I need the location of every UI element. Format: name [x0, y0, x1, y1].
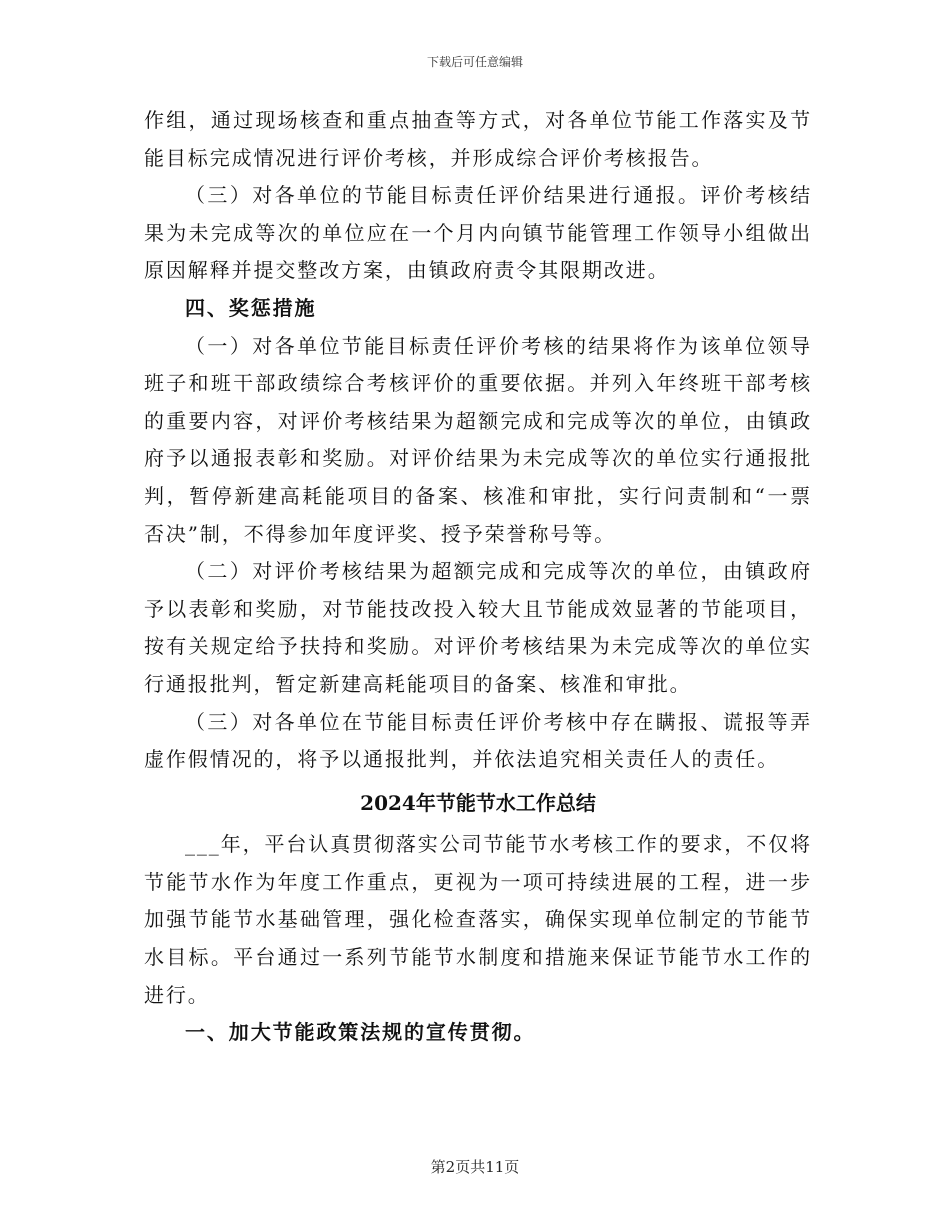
document-body [144, 102, 812, 1052]
paragraph: （三）对各单位在节能目标责任评价考核中存在瞒报、谎报等弄虚作假情况的，将予以通报批判，并依法追究相关责任人的责任。 [144, 709, 812, 772]
page-header: 下载后可任意编辑 [426, 55, 523, 69]
paragraph: （二）对评价考核结果为超额完成和完成等次的单位，由镇政府予以表彰和奖励，对节能技改投入较大且节能成效显著的节能项目，按有关规定给予扶持和奖励。对评价考核结果为未完成等次的单位实行通报批判，暂定新建高耗能项目的备案、核准和审批。 [144, 559, 812, 696]
paragraph: （一）对各单位节能目标责任评价考核的结果将作为该单位领导班子和班干部政绩综合考核评价的重要依据。并列入年终班干部考核的重要内容，对评价考核结果为超额完成和完成等次的单位，由镇政府予以通报表彰和奖励。对评价结果为未完成等次的单位实行通报批判，暂停新建高耗能项目的备案、核准和审批，实行问责制和“一票否决”制，不得参加年度评奖、授予荣誉称号等。 [144, 333, 812, 546]
paragraph: 作组，通过现场核查和重点抽查等方式，对各单位节能工作落实及节能目标完成情况进行评价考核，并形成综合评价考核报告。 [144, 108, 812, 170]
paragraph: ___年，平台认真贯彻落实公司节能节水考核工作的要求，不仅将节能节水作为年度工作重点，更视为一项可持续进展的工程，进一步加强节能节水基础管理，强化检查落实，确保实现单位制定的节能节水目标。平台通过一系列节能节水制度和措施来保证节能节水工作的进行。 [144, 832, 812, 1007]
paragraph: （三）对各单位的节能目标责任评价结果进行通报。评价考核结果为未完成等次的单位应在一个月内向镇节能管理工作领导小组做出原因解释并提交整改方案，由镇政府责令其限期改进。 [144, 183, 812, 283]
section-heading: 一、加大节能政策法规的宣传贯彻。 [185, 1020, 536, 1045]
page-footer: 第2页共11页 [430, 1158, 520, 1176]
document-title: 2024年节能节水工作总结 [360, 790, 596, 815]
section-heading: 四、奖惩措施 [185, 295, 317, 320]
